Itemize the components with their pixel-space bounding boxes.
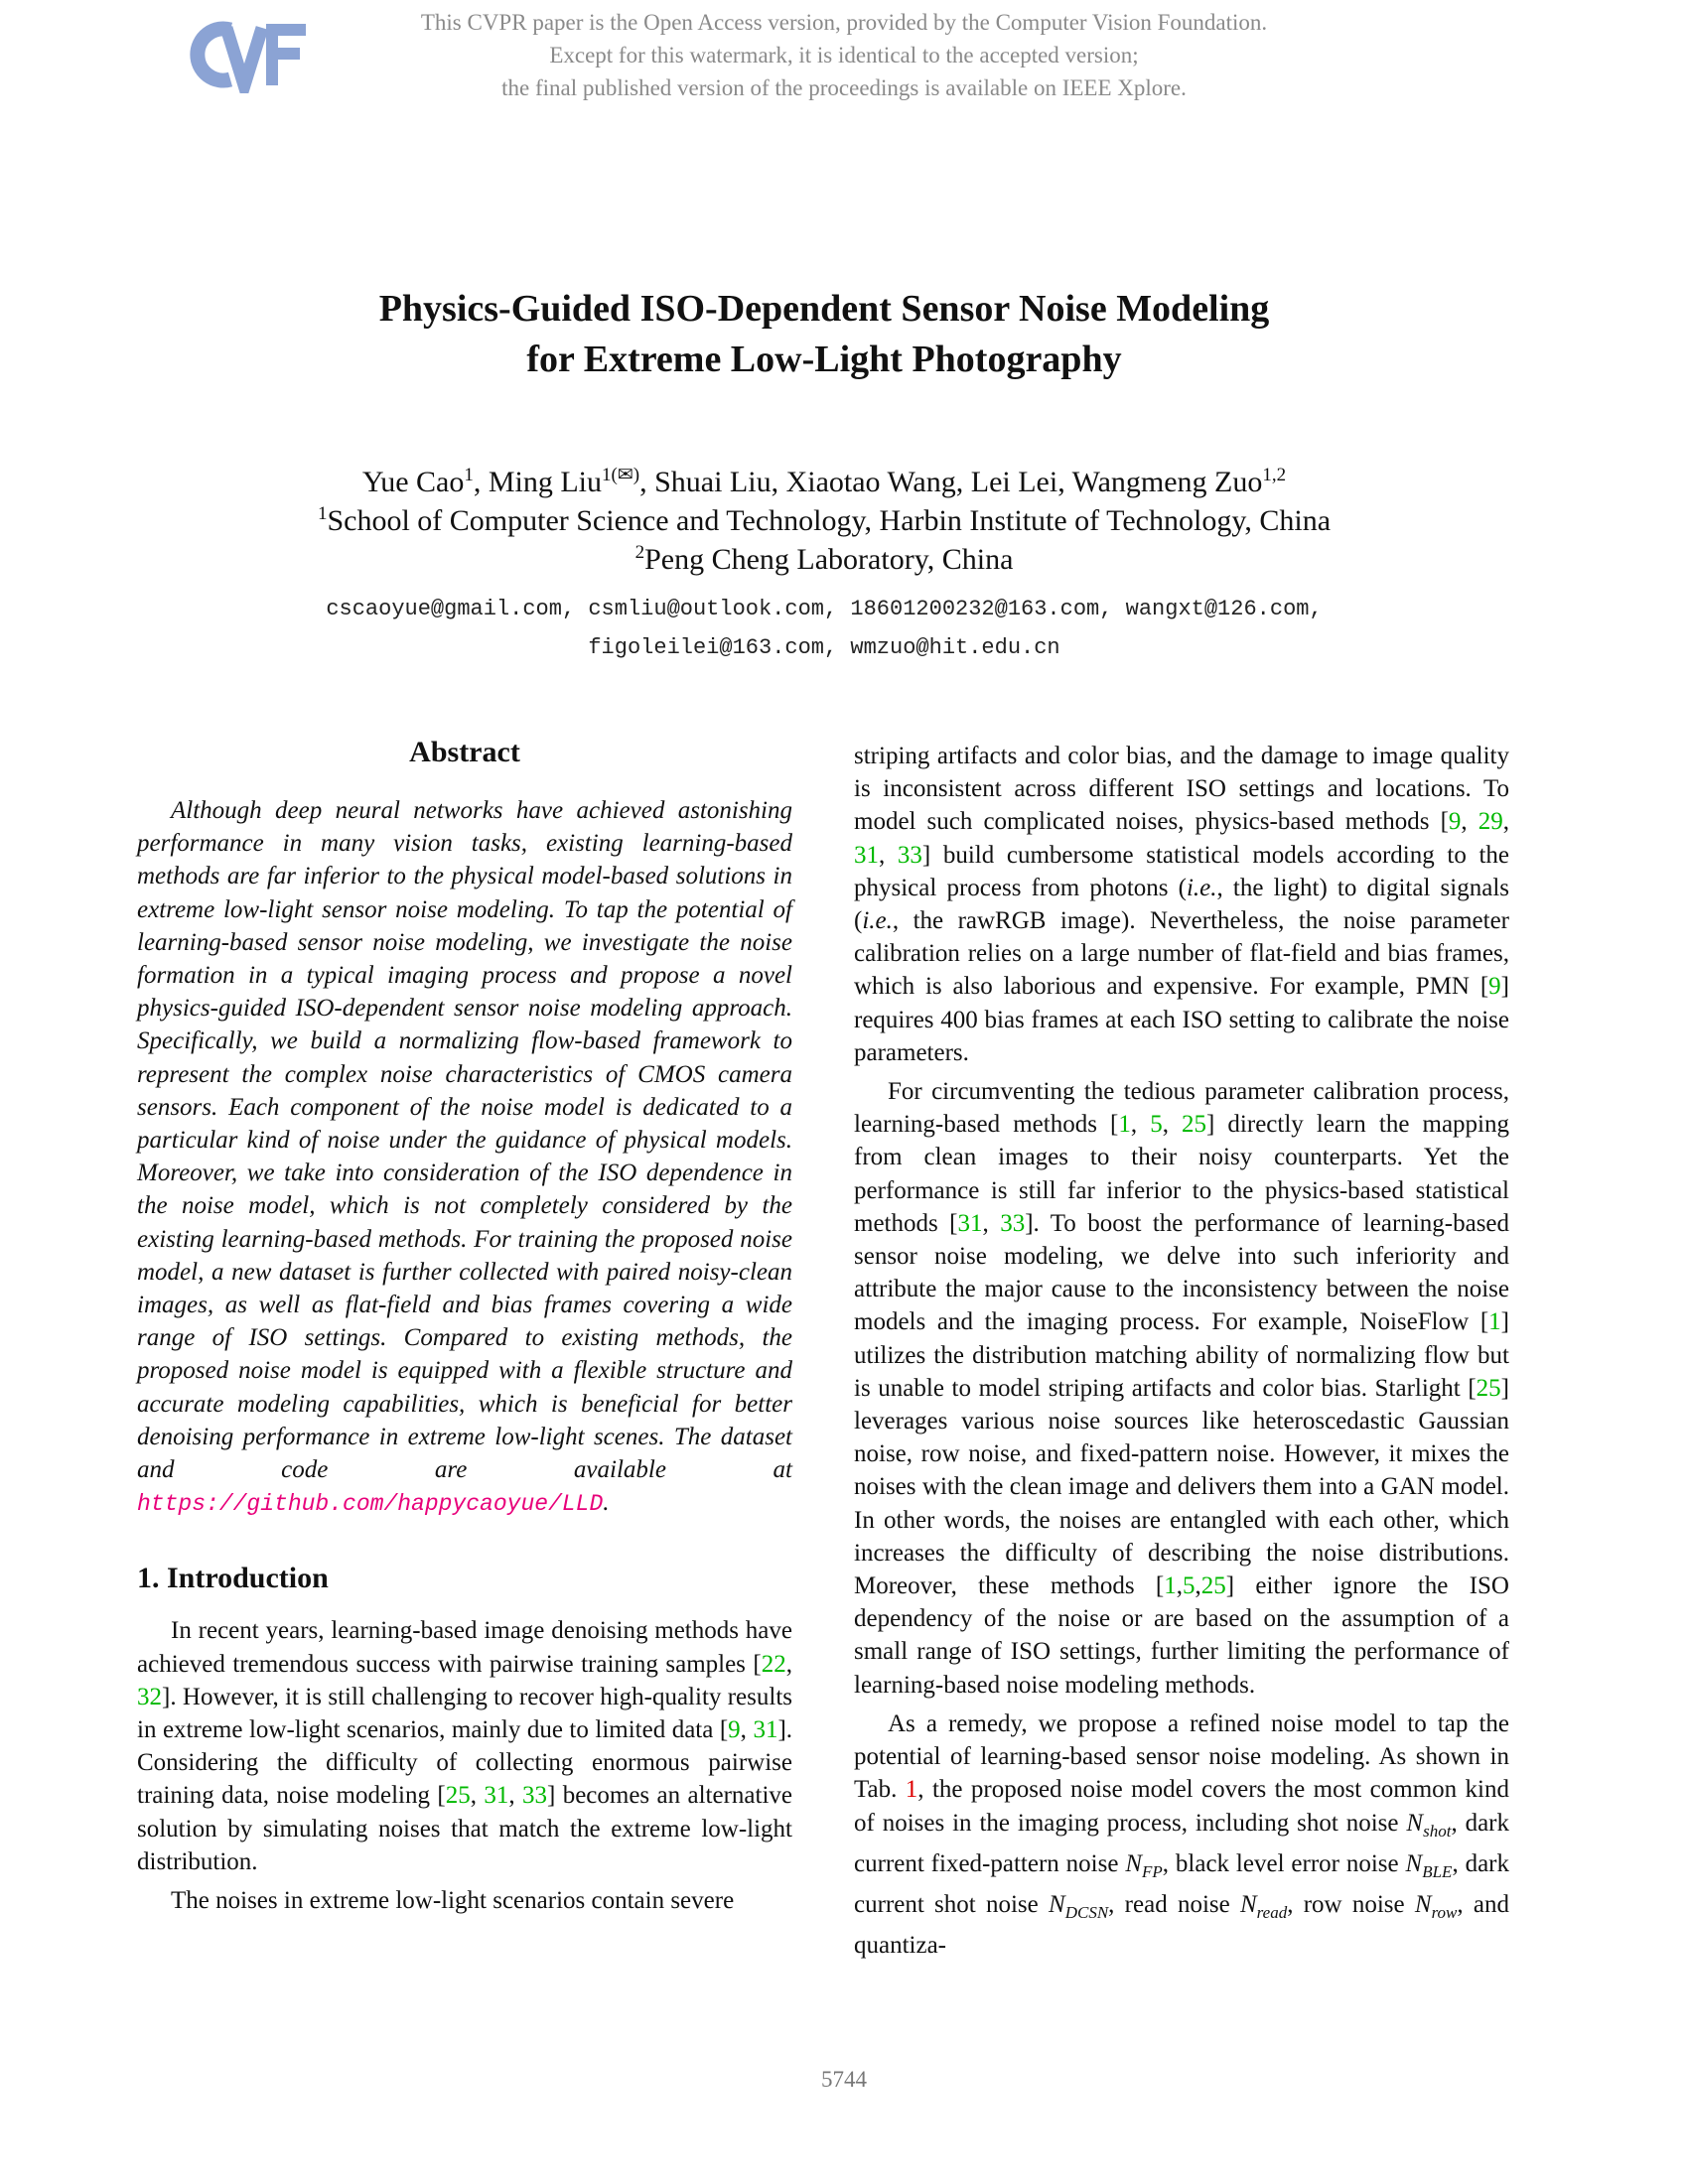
abstract-end: .	[603, 1489, 610, 1517]
text-run: ,	[1461, 808, 1478, 836]
author-name: Wangmeng Zuo	[1071, 466, 1263, 498]
title-line: for Extreme Low-Light Photography	[526, 339, 1122, 380]
citation-link[interactable]: 33	[897, 841, 922, 869]
math-base: N	[1125, 1849, 1142, 1877]
text-run: ,	[508, 1782, 522, 1810]
math-sub: row	[1431, 1902, 1458, 1922]
citation-link[interactable]: 33	[521, 1782, 547, 1810]
citation-link[interactable]: 31	[854, 841, 879, 869]
text-run: ,	[879, 841, 898, 869]
text-run: , black level error noise	[1162, 1849, 1406, 1877]
author-name: Lei Lei	[970, 466, 1058, 498]
affiliation-sup: 1	[317, 503, 328, 524]
math-sub: read	[1256, 1902, 1288, 1922]
math-symbol	[1406, 1809, 1452, 1841]
text-run: , the rawRGB image). Nevertheless, the noise parameter calibration relies on a large number of flat-field and bias frames, which is also laborious and expensive. For example, PMN [	[854, 907, 1509, 1001]
citation-link[interactable]: 25	[1182, 1111, 1207, 1139]
watermark-line: Except for this watermark, it is identical to the accepted version;	[549, 43, 1139, 68]
author-sup: 1(✉)	[602, 465, 640, 485]
page-number: 5744	[821, 2067, 867, 2092]
text-run: , dark current fixed-pattern noise	[854, 1809, 1510, 1877]
ie-abbrev: i.e.	[862, 907, 893, 935]
text-run: ] directly learn the mapping from clean images to their noisy counterparts. Yet the performance is still far inferior to the physics-based statistical methods [	[854, 1111, 1509, 1237]
email-line: figoleilei@163.com, wmzuo@hit.edu.cn	[588, 635, 1060, 660]
affiliation-text: Peng Cheng Laboratory, China	[644, 543, 1014, 576]
right-column	[854, 740, 1509, 1962]
citation-link[interactable]: 25	[1476, 1374, 1501, 1402]
citation-link[interactable]: 22	[761, 1650, 786, 1678]
citation-link[interactable]: 9	[728, 1716, 741, 1744]
text-run: ]. Considering the difficulty of collecting enormous pairwise training data, noise modeling [	[137, 1716, 793, 1810]
text-run: ] becomes an alternative solution by simulating noises that match the extreme low-light distribution.	[137, 1782, 793, 1875]
citation-link[interactable]: 1	[1488, 1308, 1501, 1336]
citation-link[interactable]: 9	[1488, 973, 1501, 1001]
math-sub: shot	[1423, 1821, 1452, 1841]
text-run: ] build cumbersome statistical models according to the physical process from photons (	[854, 841, 1509, 901]
dataset-link[interactable]: https://github.com/happycaoyue/LLD	[137, 1491, 604, 1518]
text-run: ,	[1162, 1111, 1183, 1139]
math-base: N	[1414, 1890, 1432, 1918]
table-ref-link[interactable]: 1	[905, 1776, 918, 1804]
email-block	[0, 590, 1648, 667]
citation-link[interactable]: 1	[1164, 1572, 1177, 1600]
intro-heading: 1. Introduction	[137, 1562, 329, 1595]
citation-link[interactable]: 25	[1200, 1572, 1226, 1600]
text-run: ] requires 400 bias frames at each ISO setting to calibrate the noise parameters.	[854, 973, 1509, 1066]
citation-link[interactable]: 32	[137, 1683, 162, 1710]
math-sub: FP	[1142, 1861, 1163, 1881]
text-run: In recent years, learning-based image denoising methods have achieved tremendous success with pairwise training samples [	[137, 1617, 792, 1678]
text-run: , dark current shot noise	[854, 1849, 1509, 1918]
citation-link[interactable]: 29	[1477, 808, 1503, 836]
citation-link[interactable]: 31	[484, 1782, 509, 1810]
paper-title	[0, 284, 1648, 385]
text-run: , the proposed noise model covers the most common kind of noises in the imaging process, including shot noise	[854, 1776, 1509, 1837]
citation-link[interactable]: 5	[1182, 1572, 1196, 1600]
affiliation-text: School of Computer Science and Technology, Harbin Institute of Technology, China	[327, 504, 1332, 537]
citation-link[interactable]: 9	[1448, 808, 1462, 836]
text-run: ,	[1176, 1572, 1183, 1600]
text-run: striping artifacts and color bias, and the damage to image quality is inconsistent across different ISO settings and locations. To model such complicated noises, physics-based methods [	[854, 743, 1509, 836]
math-base: N	[1406, 1809, 1424, 1837]
math-base: N	[1405, 1849, 1423, 1877]
text-run: ,	[1195, 1572, 1201, 1600]
text-run: , and quantiza-	[854, 1890, 1509, 1960]
math-base: N	[1239, 1890, 1257, 1918]
cvf-logo-mark	[185, 16, 309, 93]
intro-paragraph	[854, 1707, 1509, 1962]
math-sub: BLE	[1422, 1861, 1453, 1881]
abstract-heading: Abstract	[409, 736, 520, 768]
text-run: ] utilizes the distribution matching ability of normalizing flow but is unable to model striping artifacts and color bias. Starlight [	[854, 1308, 1509, 1402]
author-block	[0, 463, 1648, 579]
math-symbol	[1239, 1890, 1288, 1922]
author-list: Yue Cao$^1$, Ming Liu$^{1(✉)}$, Shuai Liu, Xiaotao Wang, Lei Lei, Wangmeng Zuo$^{1,2}$	[361, 465, 1287, 498]
text-run: ,	[740, 1716, 754, 1744]
intro-paragraph: The noises in extreme low-light scenarios contain severe	[171, 1887, 735, 1915]
citation-link[interactable]: 33	[1000, 1209, 1026, 1237]
math-symbol	[1414, 1890, 1458, 1922]
affiliation-sup: 2	[634, 542, 645, 563]
citation-link[interactable]: 31	[753, 1716, 778, 1744]
text-run: ,	[982, 1209, 1001, 1237]
abstract-body: Although deep neural networks have achieved astonishing performance in many vision tasks, existing learning-based methods are far inferior to the physical model-based solutions in extreme low-light sensor noise modeling. To tap the potential of learning-based sensor noise modeling, we investigate the noise formation in a typical imaging process and propose a novel physics-guided ISO-dependent sensor noise modeling approach. Specifically, we build a normalizing flow-based framework to represent the complex noise characteristics of CMOS camera sensors. Each component of the noise model is dedicated to a particular kind of noise under the guidance of physical models. Moreover, we take into consideration of the ISO dependence in the noise model, which is not completely considered by the existing learning-based methods. For training the proposed noise model, a new dataset is further collected with paired noisy-clean images, as well as flat-field and bias frames covering a wide range of ISO settings. Compared to existing methods, the proposed noise model is equipped with a flexible structure and accurate modeling capabilities, which is beneficial for better denoising performance in extreme low-light scenes. The dataset and code are available at	[137, 797, 792, 1484]
citation-link[interactable]: 5	[1150, 1111, 1163, 1139]
author-name: Ming Liu	[488, 466, 603, 498]
text-run: ,	[785, 1650, 792, 1678]
watermark-line: the final published version of the proceedings is available on IEEE Xplore.	[501, 75, 1187, 100]
text-run: As a remedy, we propose a refined noise model to tap the potential of learning-based sensor noise modeling. As shown in Tab.	[854, 1709, 1509, 1804]
author-name: Yue Cao	[361, 466, 465, 498]
left-column	[137, 735, 792, 1917]
watermark	[377, 6, 1311, 104]
text-run: ,	[470, 1782, 485, 1810]
text-run: ]. To boost the performance of learning-based sensor noise modeling, we delve into such inferiority and attribute the major cause to the inconsistency between the noise models and the imaging process. For example, NoiseFlow [	[854, 1209, 1510, 1336]
author-sup: 1,2	[1262, 465, 1287, 485]
text-run: ] leverages various noise sources like heteroscedastic Gaussian noise, row noise, and fixed-pattern noise. However, it mixes the noises with the clean image and delivers them into a GAN model. In other words, the noises are entangled with each other, which increases the difficulty of describing the noise distributions. Moreover, these methods [	[854, 1374, 1509, 1600]
author-name: Shuai Liu	[654, 466, 772, 498]
math-base: N	[1049, 1890, 1065, 1918]
math-symbol	[1049, 1890, 1109, 1922]
text-run: ,	[1502, 808, 1509, 836]
intro-paragraph	[137, 1614, 792, 1878]
abstract-text	[137, 794, 792, 1521]
title-line: Physics-Guided ISO-Dependent Sensor Noise Modeling	[378, 288, 1270, 330]
citation-link[interactable]: 25	[445, 1782, 471, 1810]
math-symbol	[1125, 1849, 1163, 1881]
text-run: ]. However, it is still challenging to recover high-quality results in extreme low-light scenarios, mainly due to limited data [	[137, 1683, 792, 1744]
intro-paragraph	[854, 740, 1509, 1069]
watermark-line: This CVPR paper is the Open Access version, provided by the Computer Vision Foundation.	[420, 10, 1268, 35]
text-run: ] either ignore the ISO dependency of the noise or are based on the assumption of a small range of ISO settings, further limiting the performance of learning-based noise modeling methods.	[854, 1572, 1509, 1699]
math-symbol	[1405, 1849, 1453, 1881]
affiliation	[0, 501, 1648, 540]
citation-link[interactable]: 1	[1118, 1111, 1131, 1139]
text-run: ,	[1130, 1111, 1151, 1139]
text-run: For circumventing the tedious parameter calibration process, learning-based methods [	[854, 1078, 1509, 1139]
cvf-logo	[185, 16, 309, 93]
intro-paragraph	[854, 1075, 1509, 1702]
math-sub: DCSN	[1064, 1902, 1109, 1922]
citation-link[interactable]: 31	[957, 1209, 983, 1237]
ie-abbrev: i.e.	[1186, 874, 1217, 901]
author-name: Xiaotao Wang	[785, 466, 956, 498]
email-line: cscaoyue@gmail.com, csmliu@outlook.com, 18601200232@163.com, wangxt@126.com,	[326, 597, 1323, 621]
text-run: , read noise	[1108, 1890, 1240, 1918]
text-run: , row noise	[1287, 1890, 1415, 1918]
affiliation	[0, 540, 1648, 579]
text-run: , the light) to digital signals (	[854, 874, 1509, 935]
author-sup: 1	[464, 465, 474, 485]
